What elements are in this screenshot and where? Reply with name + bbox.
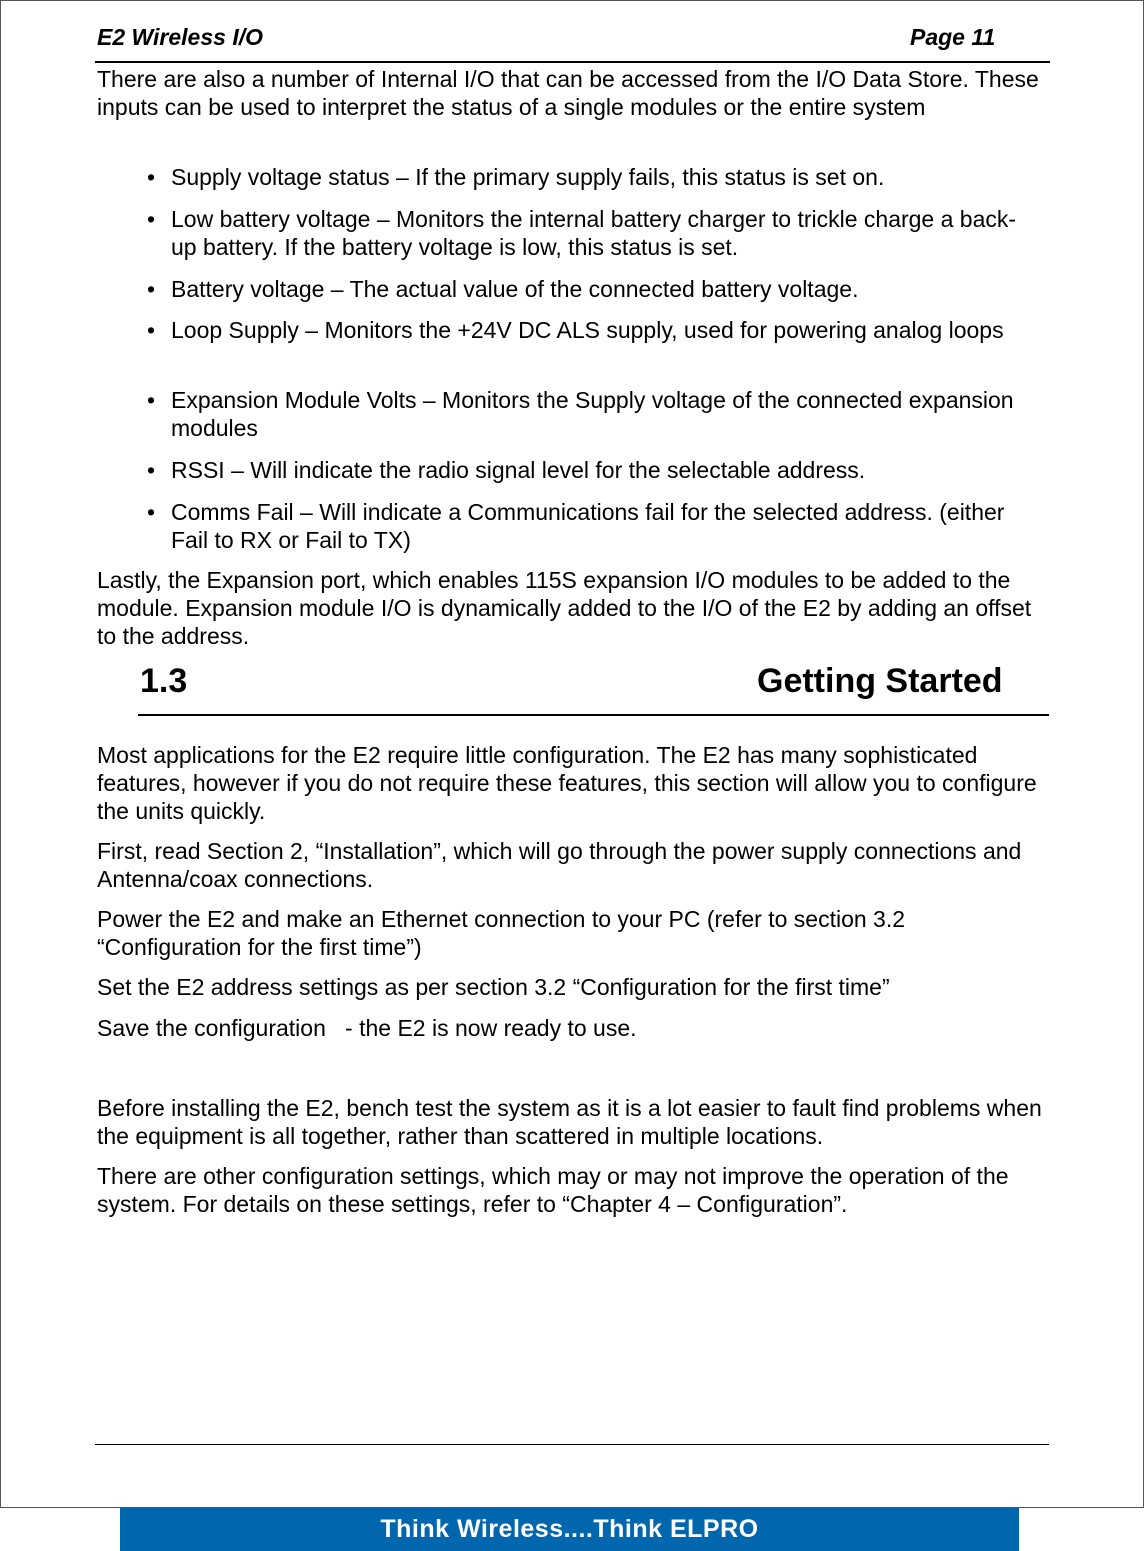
- section-title: Getting Started: [757, 662, 1003, 700]
- bullet-icon: •: [147, 457, 156, 483]
- paragraph: Before installing the E2, bench test the system as it is a lot easier to fault find problems when the equipment is all together, rather than scattered in multiple locations.: [97, 1095, 1042, 1149]
- list-item: • Supply voltage status – If the primary supply fails, this status is set on.: [147, 164, 885, 190]
- section-number: 1.3: [140, 662, 188, 700]
- expansion-paragraph: Lastly, the Expansion port, which enables 115S expansion I/O modules to be added to the module. Expansion module I/O is dynamically added to the I/O of the E2 by adding an offset to the address.: [97, 567, 1032, 649]
- bullet-icon: •: [147, 317, 156, 343]
- paragraph: There are other configuration settings, which may or may not improve the operation of the system. For details on these settings, refer to “Chapter 4 – Configuration”.: [97, 1163, 1009, 1217]
- bullet-icon: •: [147, 164, 156, 190]
- intro-paragraph: There are also a number of Internal I/O that can be accessed from the I/O Data Store. These inputs can be used to interpret the status of a single modules or the entire system: [97, 66, 1039, 120]
- list-item: • RSSI – Will indicate the radio signal level for the selectable address.: [147, 457, 866, 483]
- list-item: • Battery voltage – The actual value of the connected battery voltage.: [147, 276, 859, 302]
- footer-rule: [95, 1444, 1049, 1445]
- bullet-icon: •: [147, 499, 156, 525]
- list-item: • Loop Supply – Monitors the +24V DC ALS supply, used for powering analog loops: [147, 317, 1004, 343]
- paragraph: Save the configuration - the E2 is now ready to use.: [97, 1015, 637, 1041]
- section-rule: [138, 714, 1049, 716]
- list-item: • Comms Fail – Will indicate a Communications fail for the selected address. (either Fail to RX or Fail to TX): [147, 499, 1005, 553]
- bullet-icon: •: [147, 276, 156, 302]
- paragraph: Set the E2 address settings as per section 3.2 “Configuration for the first time”: [97, 974, 890, 1000]
- bullet-icon: •: [147, 387, 156, 413]
- paragraph: First, read Section 2, “Installation”, which will go through the power supply connections and Antenna/coax connections.: [97, 838, 1022, 892]
- bullet-icon: •: [147, 206, 156, 232]
- paragraph: Power the E2 and make an Ethernet connection to your PC (refer to section 3.2 “Configuration for the first time”): [97, 906, 906, 960]
- list-item: • Expansion Module Volts – Monitors the Supply voltage of the connected expansion modules: [147, 387, 1014, 441]
- list-item: • Low battery voltage – Monitors the internal battery charger to trickle charge a back-up battery. If the battery voltage is low, this status is set.: [147, 206, 1017, 260]
- page-number: Page 11: [910, 24, 996, 50]
- header-rule: [95, 61, 1050, 63]
- document-title: E2 Wireless I/O: [97, 24, 263, 50]
- footer-banner: Think Wireless....Think ELPRO: [120, 1508, 1019, 1551]
- paragraph: Most applications for the E2 require little configuration. The E2 has many sophisticated features, however if you do not require these features, this section will allow you to configure the units quickly.: [97, 742, 1037, 824]
